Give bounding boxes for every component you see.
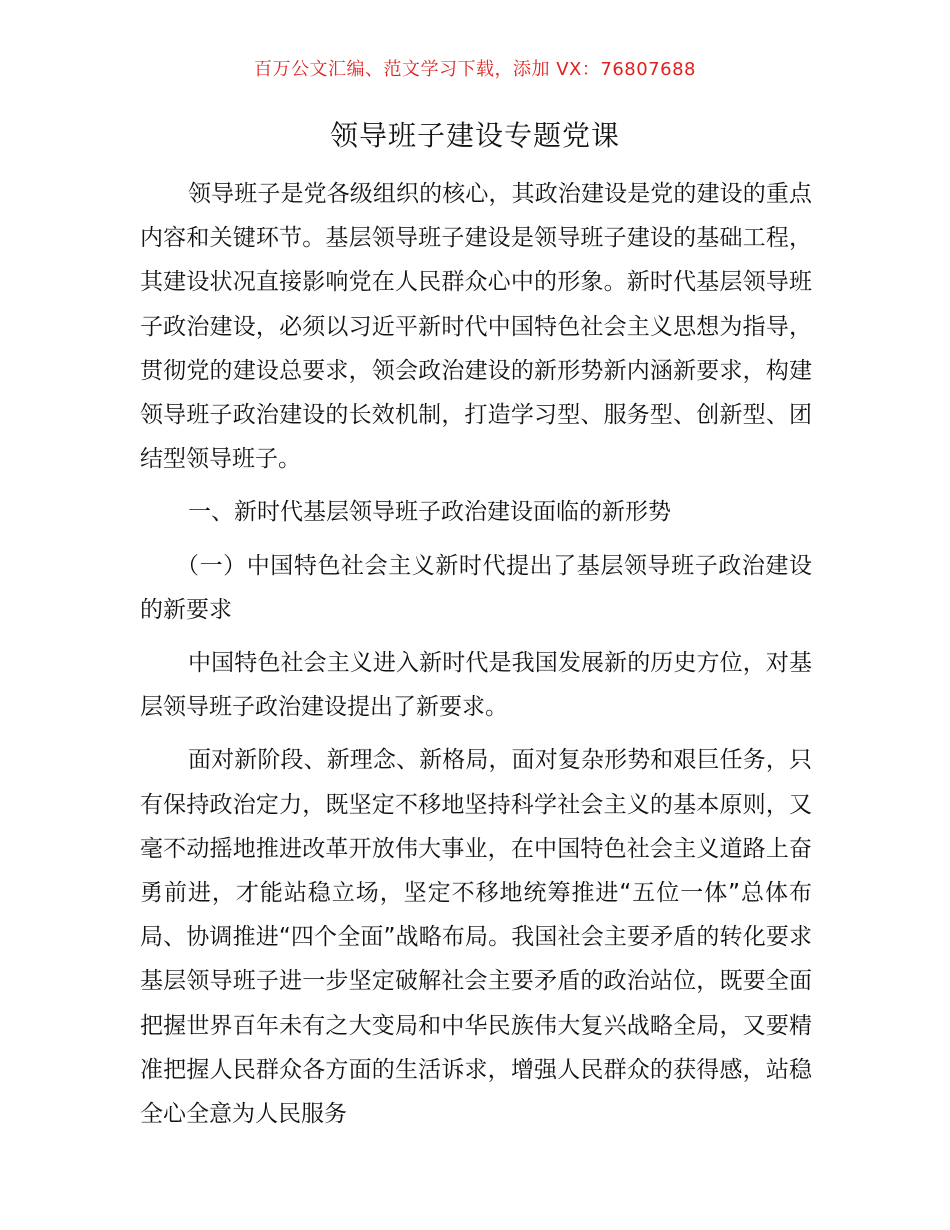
page-title: 领导班子建设专题党课 bbox=[329, 119, 620, 152]
paragraph-new-era: 中国特色社会主义进入新时代是我国发展新的历史方位，对基层领导班子政治建设提出了新要求。 bbox=[140, 650, 812, 721]
section-heading-1: 一、新时代基层领导班子政治建设面临的新形势 bbox=[188, 499, 671, 526]
paragraph-intro: 领导班子是党各级组织的核心，其政治建设是党的建设的重点内容和关键环节。基层领导班子建设是领导班子建设的基础工程，其建设状况直接影响党在人民群众心中的形象。新时代基层领导班子政治建设，必须以习近平新时代中国特色社会主义思想为指导，贯彻党的建设总要求，领会政治建设的新形势新内涵新要求，构建领导班子政治建设的长效机制，打造学习型、服务型、创新型、团结型领导班子。 bbox=[140, 181, 812, 473]
subsection-heading-1: （一）中国特色社会主义新时代提出了基层领导班子政治建设的新要求 bbox=[140, 552, 812, 623]
paragraph-political-stance: 面对新阶段、新理念、新格局，面对复杂形势和艰巨任务，只有保持政治定力，既坚定不移地坚持科学社会主义的基本原则，又毫不动摇地推进改革开放伟大事业，在中国特色社会主义道路上奋勇前进，才能站稳立场，坚定不移地统筹推进“五位一体”总体布局、协调推进“四个全面”战略布局。我国社会主要矛盾的转化要求基层领导班子进一步坚定破解社会主要矛盾的政治站位，既要全面把握世界百年未有之大变局和中华民族伟大复兴战略全局，又要精准把握人民群众各方面的生活诉求，增强人民群众的获得感，站稳全心全意为人民服务 bbox=[140, 747, 812, 1128]
header-watermark-note: 百万公文汇编、范文学习下载，添加 VX：76807688 bbox=[254, 59, 696, 80]
document-body bbox=[140, 172, 812, 1136]
